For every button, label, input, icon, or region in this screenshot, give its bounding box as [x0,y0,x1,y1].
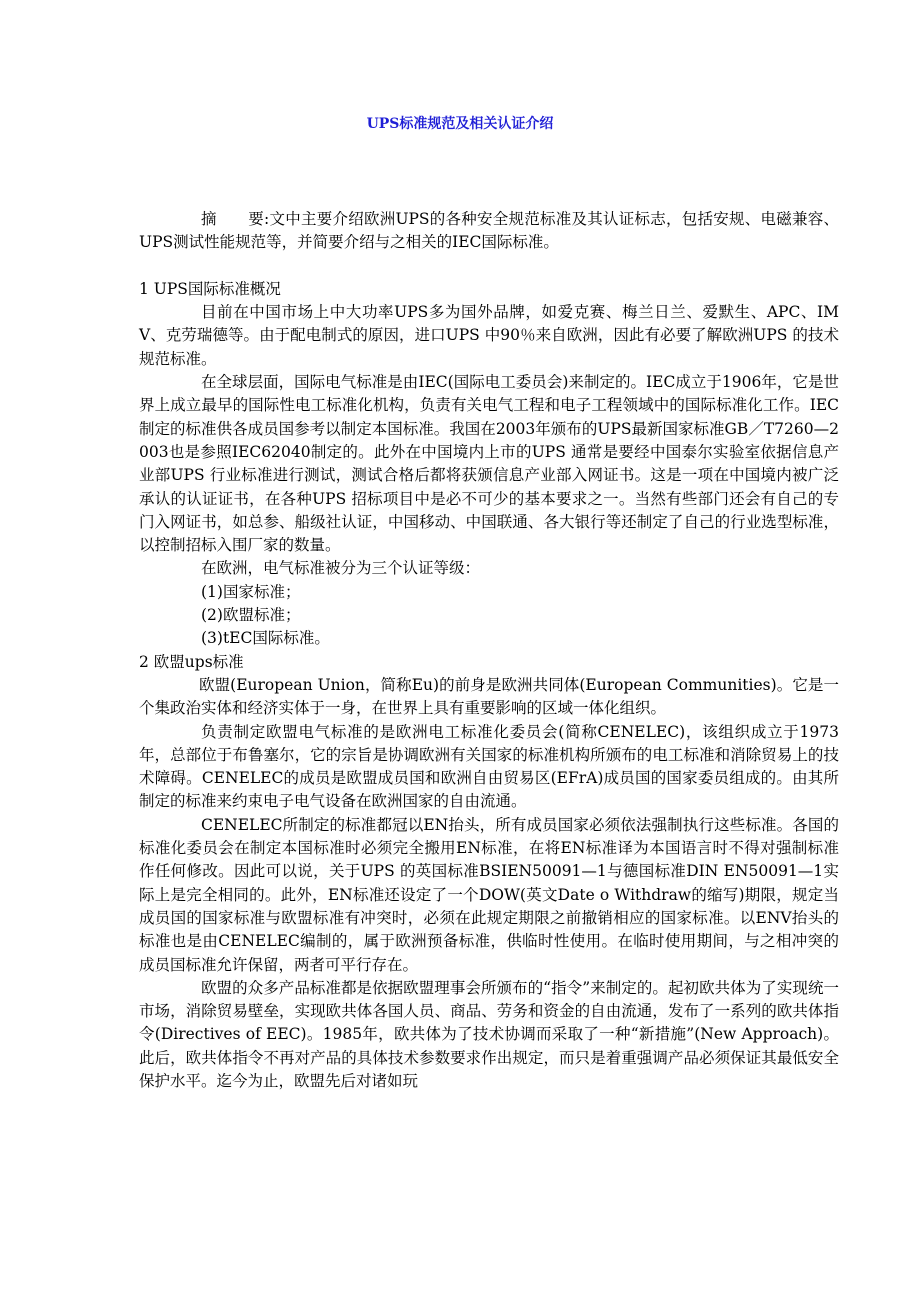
section-heading: 1 UPS国际标准概况 [139,279,281,298]
paragraph: 在全球层面，国际电气标准是由IEC(国际电工委员会)来制定的。IEC成立于1906年，它是世界上成立最早的国际性电工标准化机构，负责有关电气工程和电子工程领域中的国际标准化工作。IEC制定的标准供各成员国参考以制定本国标准。我国在2003年颁布的UPS最新国家标准GB／T7260—2003也是参照IEC62040制定的。此外在中国境内上市的UPS 通常是要经中国泰尔实验室依据信息产业部UPS 行业标准进行测试，测试合格后都将获颁信息产业部入网证书。这是一项在中国境内被广泛承认的认证证书，在各种UPS 招标项目中是必不可少的基本要求之一。当然有些部门还会有自己的专门入网证书，如总参、船级社认证，中国移动、中国联通、各大银行等还制定了自己的行业选型标准，以控制招标入围厂家的数量。 [139,373,839,555]
abstract-paragraph: 摘 要:文中主要介绍欧洲UPS的各种安全规范标准及其认证标志，包括安规、电磁兼容、UPS测试性能规范等，并简要介绍与之相关的IEC国际标准。 [139,210,839,252]
paragraph: CENELEC所制定的标准都冠以EN抬头，所有成员国家必须依法强制执行这些标准。各国的标准化委员会在制定本国标准时必须完全搬用EN标准，在将EN标准译为本国语言时不得对强制标准作任何修改。因此可以说，关于UPS 的英国标准BSIEN50091—1与德国标准DIN EN50091—1实际上是完全相同的。此外，EN标准还设定了一个DOW(英文Date o Withdraw的缩写)期限，规定当成员国的国家标准与欧盟标准有冲突时，必须在此规定期限之前撤销相应的国家标准。以ENV抬头的标准也是由CENELEC编制的，属于欧洲预备标准，供临时性使用。在临时使用期间，与之相冲突的成员国标准允许保留，两者可平行存在。 [139,815,839,974]
paragraph: 在欧洲，电气标准被分为三个认证等级： [201,559,481,578]
document-body [139,208,839,1093]
paragraph: 负责制定欧盟电气标准的是欧洲电工标准化委员会(简称CENELEC)，该组织成立于1973年，总部位于布鲁塞尔，它的宗旨是协调欧洲有关国家的标准机构所颁布的电工标准和消除贸易上的技术障碍。CENELEC的成员是欧盟成员国和欧洲自由贸易区(EFrA)成员国的国家委员组成的。由其所制定的标准来约束电子电气设备在欧洲国家的自由流通。 [139,722,839,811]
spacer [139,255,839,278]
list-item: (1)国家标准； [201,582,301,601]
section-heading: 2 欧盟ups标准 [139,652,244,671]
list-item: (3)tEC国际标准。 [201,629,330,648]
list-item: (2)欧盟标准； [201,606,301,625]
paragraph: 欧盟(European Union，简称Eu)的前身是欧洲共同体(European Communities)。它是一个集政治实体和经济实体于一身，在世界上具有重要影响的区域一体化组织。 [139,675,839,718]
page-title: UPS标准规范及相关认证介绍 [366,116,554,132]
paragraph: 目前在中国市场上中大功率UPS多为国外品牌，如爱克赛、梅兰日兰、爱默生、APC、IMV、克劳瑞德等。由于配电制式的原因，进口UPS 中90％来自欧洲，因此有必要了解欧洲UPS 的技术规范标准。 [139,303,839,368]
paragraph: 欧盟的众多产品标准都是依据欧盟理事会所颁布的“指令”来制定的。起初欧共体为了实现统一市场，消除贸易壁垒，实现欧共体各国人员、商品、劳务和资金的自由流通，发布了一系列的欧共体指令(Directives of EEC)。1985年，欧共体为了技术协调而采取了一种“新措施”(New Approach)。此后，欧共体指令不再对产品的具体技术参数要求作出规定，而只是着重强调产品必须保证其最低安全保护水平。迄今为止，欧盟先后对诸如玩 [139,978,839,1090]
